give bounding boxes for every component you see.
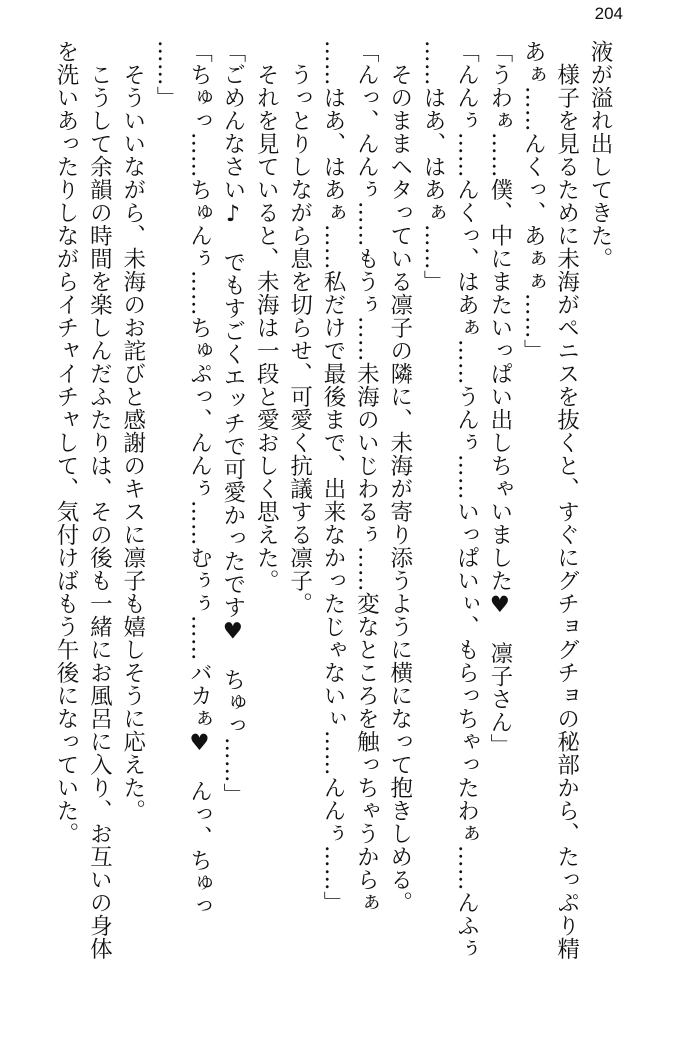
text-column: 「ちゅっ……ちゅんぅ……ちゅぷっ、んんぅ……むぅぅ……バカぁ♥ んっ、ちゅっ	[186, 40, 213, 918]
text-column: ……はあ、はあぁ……私だけで最後まで、出来なかったじゃないぃ……んんぅ……」	[320, 40, 346, 914]
vertical-text-block	[53, 40, 613, 1030]
text-column: あぁ……んくっ、あぁぁ……」	[520, 40, 547, 362]
text-column: そういいながら、未海のお詫びと感謝のキスに凛子も嬉しそうに応えた。	[119, 40, 146, 822]
page-number: 204	[594, 4, 623, 23]
text-column: 様子を見るために未海がペニスを抜くと、すぐにグチョグチョの秘部から、たっぷり精	[553, 40, 580, 960]
text-column: ……はあ、はあぁ……」	[420, 40, 447, 293]
text-column: そのままヘタっている凛子の隣に、未海が寄り添うように横になって抱きしめる。	[386, 40, 413, 914]
text-column: 「んっ、んんぅ……もうぅ……未海のいじわるぅ……変なところを触っちゃうからぁ	[353, 40, 380, 914]
text-column: こうして余韻の時間を楽しんだふたりは、その後も一緒にお風呂に入り、お互いの身体	[86, 40, 113, 960]
text-column: 「うわぁ……僕、中にまたいっぱい出しちゃいました♥ 凛子さん」	[486, 40, 513, 757]
text-column: それを見ていると、未海は一段と愛おしく思えた。	[253, 40, 280, 592]
text-column: ……」	[153, 40, 180, 109]
text-column: 「んんぅ……んくっ、はあぁ……うんぅ……いっぱいぃ、もらっちゃったわぁ……んふぅ	[453, 40, 480, 960]
text-column: 液が溢れ出してきた。	[587, 40, 613, 270]
text-column: を洗いあったりしながらイチャイチャして、気付けばもう午後になっていた。	[53, 40, 79, 845]
text-column: うっとりしながら息を切らせ、可愛く抗議する凛子。	[286, 40, 313, 615]
text-column: 「ごめんなさい♪ でもすごくエッチで可愛かったです♥ ちゅっ……」	[219, 40, 246, 806]
